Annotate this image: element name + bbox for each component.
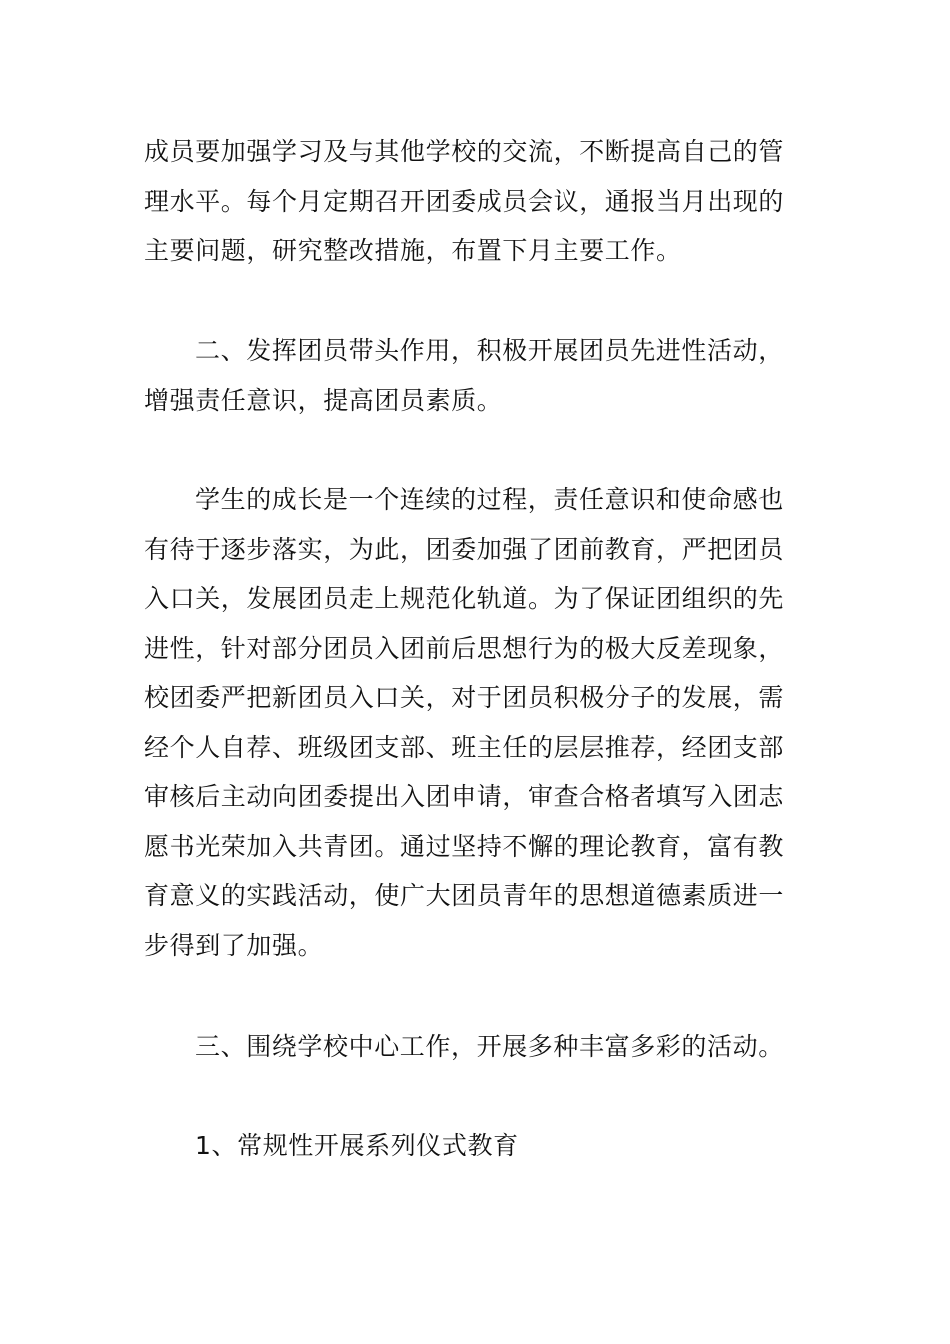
text-line: 步得到了加强。 [144, 930, 324, 960]
text-line: 三、围绕学校中心工作，开展多种丰富多彩的活动。 [195, 1032, 784, 1061]
text-line: 增强责任意识，提高团员素质。 [144, 385, 503, 415]
paragraph-member-development [144, 475, 809, 970]
text-line: 校团委严把新团员入口关，对于团员积极分子的发展，需 [144, 683, 785, 712]
section-heading-two [144, 326, 809, 425]
text-line: 审核后主动向团委提出入团申请，审查合格者填写入团志 [144, 782, 785, 811]
section-heading-three [144, 1022, 809, 1072]
text-line: 成员要加强学习及与其他学校的交流，不断提高自己的管 [144, 137, 785, 166]
text-line: 育意义的实践活动，使广大团员青年的思想道德素质进一 [144, 881, 785, 910]
text-line: 二、发挥团员带头作用，积极开展团员先进性活动， [195, 336, 784, 365]
subsection-heading-one [144, 1121, 809, 1171]
text-line: 学生的成长是一个连续的过程，责任意识和使命感也 [195, 485, 784, 514]
text-line: 1、常规性开展系列仪式教育 [195, 1131, 519, 1160]
text-line: 经个人自荐、班级团支部、班主任的层层推荐，经团支部 [144, 732, 785, 762]
text-line: 主要问题，研究整改措施，布置下月主要工作。 [144, 236, 682, 265]
text-line: 入口关，发展团员走上规范化轨道。为了保证团组织的先 [144, 584, 785, 613]
paragraph-management-continuation [144, 127, 809, 276]
text-line: 有待于逐步落实，为此，团委加强了团前教育，严把团员 [144, 534, 785, 564]
text-line: 愿书光荣加入共青团。通过坚持不懈的理论教育，富有教 [144, 831, 785, 861]
text-line: 进性，针对部分团员入团前后思想行为的极大反差现象， [144, 633, 785, 663]
text-line: 理水平。每个月定期召开团委成员会议，通报当月出现的 [144, 186, 785, 216]
